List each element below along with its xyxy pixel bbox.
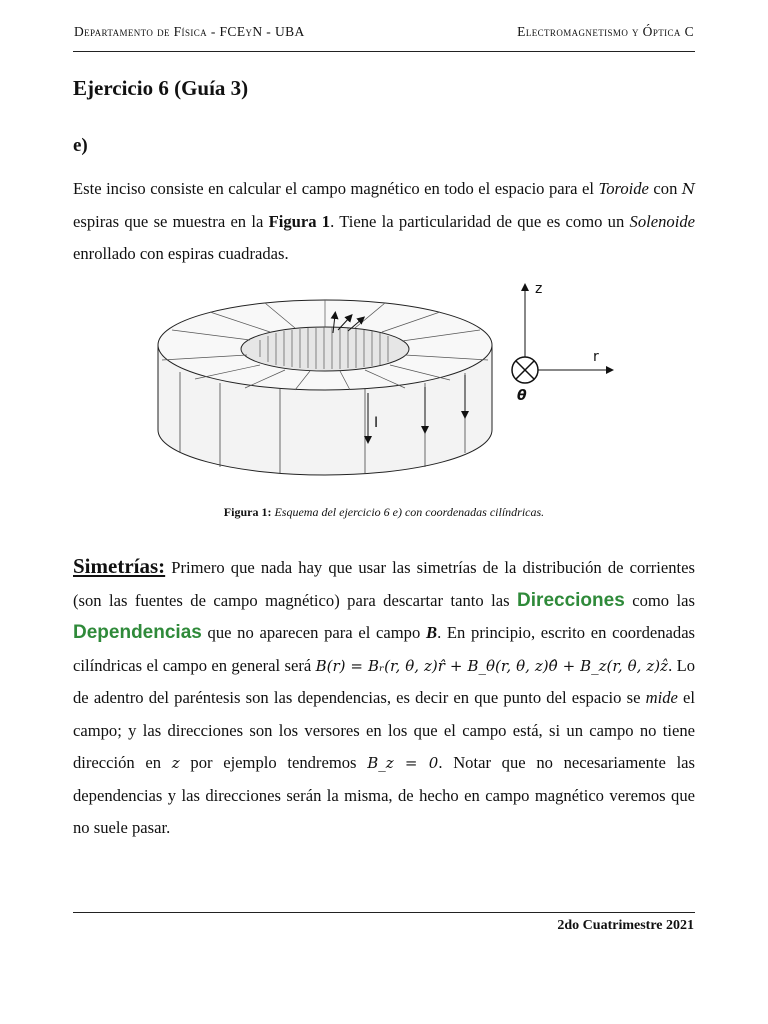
intro-text: . Tiene la particularidad de que es como un (330, 211, 630, 231)
symmetry-paragraph (73, 550, 695, 845)
intro-text: con (653, 179, 682, 198)
symmetry-text: . En principio, escrito en coordenadas cilíndricas el campo en general será (73, 623, 696, 675)
section-label: e) (73, 135, 88, 156)
footer-term: 2do Cuatrimestre 2021 (557, 918, 694, 933)
header-course: Electromagnetismo y Óptica C (517, 24, 694, 39)
intro-paragraph (73, 173, 695, 271)
symmetry-text: el campo; y las direcciones son los versores en los que el campo está, si un campo no tiene dirección en (73, 688, 696, 772)
direcciones-highlight: Direcciones (517, 589, 625, 611)
coordinate-axes (512, 281, 610, 404)
toroide-term: Toroide (598, 179, 649, 198)
caption-label: Figura 1: (223, 505, 272, 519)
symmetry-heading: Simetrías: (73, 554, 166, 578)
symmetry-text: . Notar que no necesariamente las dependencias y las direcciones serán la misma, de hecho en campo magnético veremos que no suele pasar. (73, 753, 696, 837)
caption-text: Esquema del ejercicio 6 e) con coordenadas cilíndricas. (271, 505, 545, 519)
symmetry-text: como las (624, 590, 695, 610)
z-symbol: z (171, 754, 180, 772)
axis-r-label: r (593, 349, 599, 365)
symmetry-text: Primero que nada hay que usar las simetrías de la distribución de corrientes (son las fuentes de campo magnético) para descartar tanto las (73, 558, 695, 610)
exercise-title: Ejercicio 6 (Guía 3) (73, 76, 249, 100)
figure-ref: Figura 1 (268, 211, 331, 231)
current-label: I (374, 415, 379, 431)
n-symbol: N (681, 180, 695, 198)
bz-zero-equation: B_z = 0 (367, 754, 439, 772)
symmetry-text: que no aparecen para el campo (201, 623, 426, 642)
intro-text: enrollado con espiras cuadradas. (73, 244, 289, 263)
axis-z-label: z (535, 281, 543, 297)
symmetry-text: por ejemplo tendremos (179, 753, 368, 772)
toroid-figure (150, 275, 620, 480)
symmetry-text: . Lo de adentro del paréntesis son las dependencias, es decir en que punto del espacio se (73, 655, 695, 707)
header-department: Departamento de Física - FCEyN - UBA (74, 24, 305, 39)
axis-theta-label: θ (517, 388, 527, 404)
intro-text: espiras que se muestra en la (73, 211, 269, 231)
mide-term: mide (645, 688, 678, 707)
b-field-symbol: B (425, 623, 438, 642)
header-rule (73, 51, 695, 52)
intro-text: Este inciso consiste en calcular el campo magnético en todo el espacio para el (73, 179, 599, 198)
figure-caption (0, 505, 768, 520)
field-equation: B(r) = Bᵣ(r, θ, z)r̂ + B_θ(r, θ, z)θ̂ + B_z(r, θ, z)ẑ (315, 656, 669, 675)
dependencias-highlight: Dependencias (73, 622, 202, 643)
solenoide-term: Solenoide (629, 211, 695, 231)
footer-rule (73, 912, 695, 913)
toroid-body (158, 300, 492, 475)
